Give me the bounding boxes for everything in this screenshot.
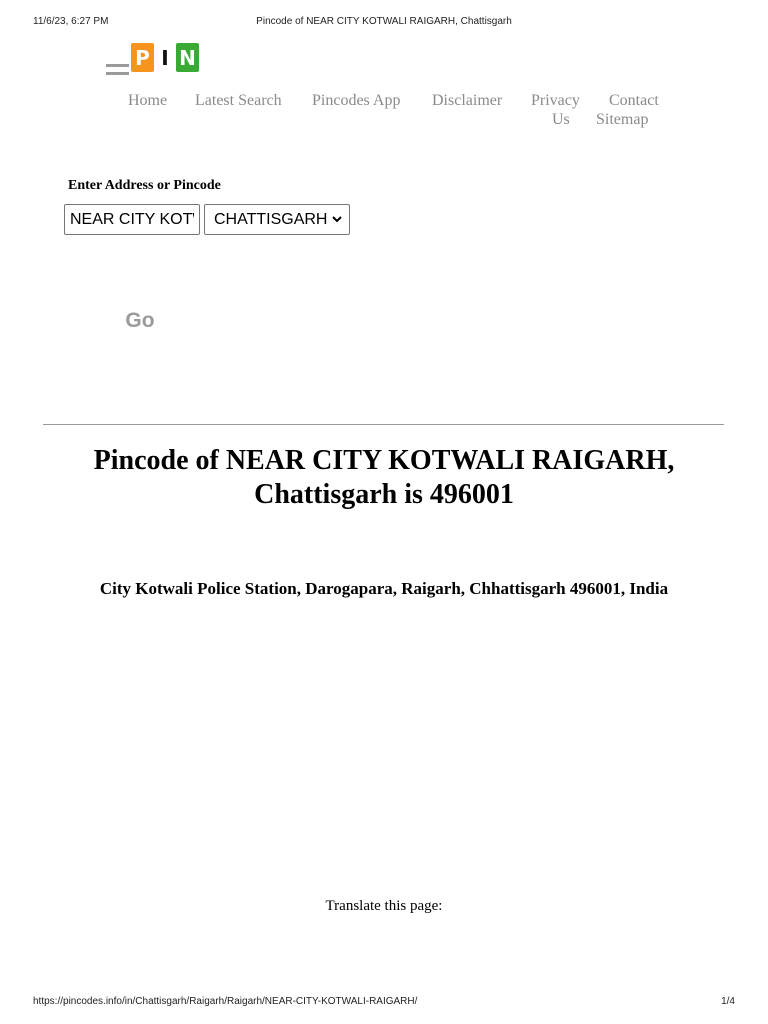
nav-sitemap[interactable]: Sitemap bbox=[596, 111, 649, 128]
hamburger-menu-icon[interactable] bbox=[106, 64, 129, 76]
print-page-number: 1/4 bbox=[721, 996, 735, 1007]
go-button[interactable]: Go bbox=[112, 304, 168, 338]
print-header bbox=[0, 16, 768, 30]
page-title bbox=[40, 444, 728, 512]
logo-letter-n: N bbox=[176, 43, 199, 72]
location-address: City Kotwali Police Station, Darogapara, Raigarh, Chhattisgarh 496001, India bbox=[99, 579, 669, 598]
nav-privacy[interactable]: Privacy bbox=[531, 92, 580, 109]
nav-home[interactable]: Home bbox=[128, 92, 168, 109]
search-label: Enter Address or Pincode bbox=[68, 178, 221, 193]
nav-us[interactable]: Us bbox=[552, 111, 570, 128]
address-input[interactable] bbox=[64, 204, 200, 235]
chevron-down-icon bbox=[331, 213, 343, 225]
divider bbox=[43, 424, 724, 425]
nav-disclaimer[interactable]: Disclaimer bbox=[432, 92, 503, 109]
logo-letter-p: P bbox=[131, 43, 154, 72]
print-url: https://pincodes.info/in/Chattisgarh/Raigarh/Raigarh/NEAR-CITY-KOTWALI-RAIGARH/ bbox=[33, 996, 418, 1007]
state-select[interactable] bbox=[204, 204, 350, 235]
translate-label: Translate this page: bbox=[325, 898, 443, 914]
site-logo[interactable] bbox=[131, 43, 200, 73]
print-datetime: 11/6/23, 6:27 PM bbox=[33, 16, 109, 27]
print-footer bbox=[0, 996, 768, 1010]
headline-line-1: Pincode of NEAR CITY KOTWALI RAIGARH, bbox=[93, 445, 675, 476]
state-select-value: CHATTISGARH bbox=[214, 210, 328, 228]
nav-pincodes-app[interactable]: Pincodes App bbox=[312, 92, 401, 109]
nav-latest-search[interactable]: Latest Search bbox=[195, 92, 282, 109]
headline-line-2: Chattisgarh is 496001 bbox=[254, 479, 514, 510]
nav-contact[interactable]: Contact bbox=[609, 92, 659, 109]
logo-letter-i: I bbox=[155, 43, 175, 72]
print-page-title: Pincode of NEAR CITY KOTWALI RAIGARH, Chattisgarh bbox=[256, 16, 512, 27]
